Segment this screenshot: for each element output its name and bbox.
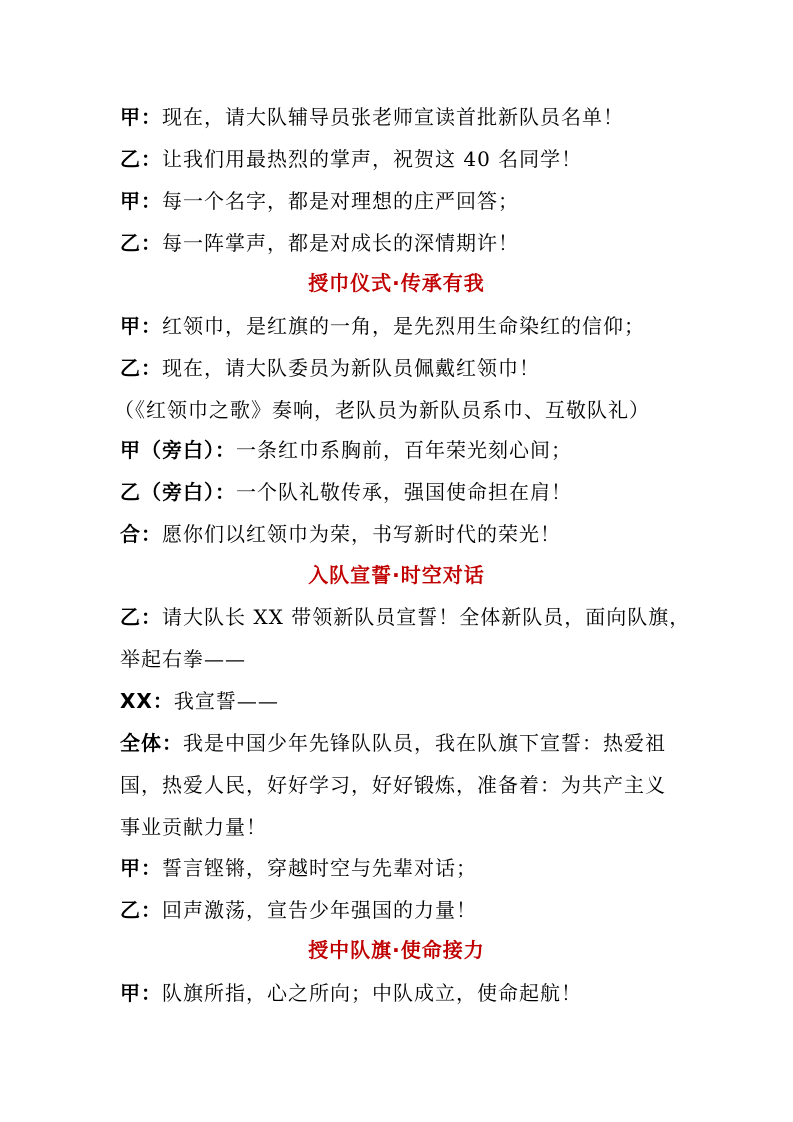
speaker-label: 甲（旁白）：	[120, 438, 236, 462]
script-line	[120, 644, 680, 674]
speaker-label: 乙：	[120, 356, 162, 380]
script-line	[120, 144, 680, 174]
script-line	[120, 519, 680, 549]
script-line	[120, 895, 680, 925]
line-text: 一条红巾系胸前，百年荣光刻心间；	[236, 438, 572, 462]
section-heading: 授中队旗·使命接力	[308, 938, 485, 962]
line-text: 我是中国少年先锋队队员，我在队旗下宣誓：热爱祖	[183, 731, 666, 755]
speaker-label: 乙：	[120, 898, 162, 922]
line-text: 我宣誓——	[173, 689, 279, 713]
speaker-label: 乙（旁白）：	[120, 480, 236, 504]
script-line	[120, 812, 680, 842]
line-text: 让我们用最热烈的掌声，祝贺这 40 名同学！	[162, 147, 583, 171]
script-line	[120, 853, 680, 883]
speaker-label: 甲：	[120, 314, 162, 338]
script-line	[120, 228, 680, 258]
script-line	[120, 978, 680, 1008]
speaker-label: 甲：	[120, 189, 162, 213]
speaker-label: 乙：	[120, 231, 162, 255]
stage-direction	[114, 395, 674, 425]
speaker-label: XX：	[120, 689, 174, 713]
line-text: 每一个名字，都是对理想的庄严回答；	[162, 189, 519, 213]
script-line	[120, 602, 691, 632]
line-text: （《红领巾之歌》奏响，老队员为新队员系巾、互敬队礼）	[114, 398, 650, 422]
speaker-label: 甲：	[120, 856, 162, 880]
line-text: 现在，请大队辅导员张老师宣读首批新队员名单！	[162, 105, 624, 129]
line-text: 举起右拳——	[120, 647, 246, 671]
line-text: 誓言铿锵，穿越时空与先辈对话；	[162, 856, 477, 880]
line-text: 回声激荡，宣告少年强国的力量！	[162, 898, 477, 922]
line-text: 国，热爱人民，好好学习，好好锻炼，准备着：为共产主义	[120, 773, 666, 797]
line-text: 事业贡献力量！	[120, 815, 267, 839]
script-line	[120, 353, 680, 383]
speaker-label: 甲：	[120, 105, 162, 129]
script-line	[120, 102, 680, 132]
section-heading: 授巾仪式·传承有我	[308, 271, 485, 295]
script-line	[120, 435, 680, 465]
line-text: 愿你们以红领巾为荣，书写新时代的荣光！	[162, 522, 561, 546]
section-heading: 入队宣誓·时空对话	[308, 563, 485, 587]
speaker-label: 乙：	[120, 605, 162, 629]
speaker-label: 甲：	[120, 981, 162, 1005]
speaker-label: 乙：	[120, 147, 162, 171]
line-text: 队旗所指，心之所向；中队成立，使命起航！	[162, 981, 582, 1005]
speaker-label: 全体：	[120, 731, 183, 755]
line-text: 红领巾，是红旗的一角，是先烈用生命染红的信仰；	[162, 314, 645, 338]
script-line	[120, 186, 680, 216]
line-text: 请大队长 XX 带领新队员宣誓！全体新队员，面向队旗，	[162, 605, 691, 629]
line-text: 每一阵掌声，都是对成长的深情期许！	[162, 231, 519, 255]
line-text: 一个队礼敬传承，强国使命担在肩！	[236, 480, 572, 504]
speaker-label: 合：	[120, 522, 162, 546]
line-text: 现在，请大队委员为新队员佩戴红领巾！	[162, 356, 540, 380]
script-line	[120, 311, 680, 341]
script-line	[120, 770, 680, 800]
script-line	[120, 477, 680, 507]
script-line	[120, 728, 680, 758]
script-line	[120, 686, 680, 716]
